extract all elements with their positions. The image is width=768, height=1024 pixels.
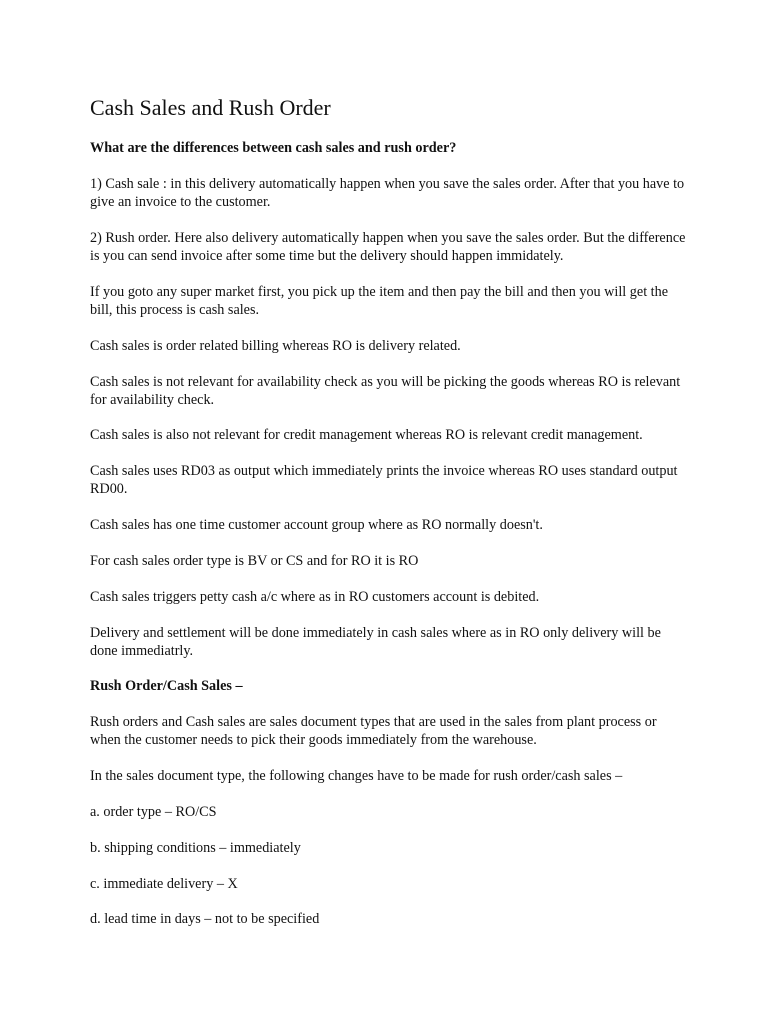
list-item-order-type: a. order type – RO/CS bbox=[90, 804, 217, 820]
paragraph-order-type: For cash sales order type is BV or CS and for RO it is RO bbox=[90, 553, 419, 569]
paragraph-supermarket: If you goto any super market first, you pick up the item and then pay the bill and then you will get the bill, this process is cash sales. bbox=[90, 284, 669, 318]
paragraph-credit: Cash sales is also not relevant for credit management whereas RO is relevant credit management. bbox=[90, 427, 643, 443]
paragraph-availability: Cash sales is not relevant for availability check as you will be picking the goods whereas RO is relevant for availability check. bbox=[90, 374, 681, 408]
paragraph-cash-sale: 1) Cash sale : in this delivery automatically happen when you save the sales order. After that you have to give an invoice to the customer. bbox=[90, 176, 685, 210]
paragraph-petty-cash: Cash sales triggers petty cash a/c where as in RO customers account is debited. bbox=[90, 589, 540, 605]
section-heading-rush-cash: Rush Order/Cash Sales – bbox=[90, 678, 243, 694]
paragraph-output: Cash sales uses RD03 as output which immediately prints the invoice whereas RO uses standard output RD00. bbox=[90, 463, 678, 497]
paragraph-billing: Cash sales is order related billing whereas RO is delivery related. bbox=[90, 338, 461, 354]
paragraph-rush-order: 2) Rush order. Here also delivery automatically happen when you save the sales order. But the difference is you can send invoice after some time but the delivery should happen immidately. bbox=[90, 230, 686, 264]
list-item-lead-time: d. lead time in days – not to be specified bbox=[90, 911, 320, 927]
document-title: Cash Sales and Rush Order bbox=[90, 95, 331, 120]
list-item-shipping-conditions: b. shipping conditions – immediately bbox=[90, 840, 301, 856]
paragraph-changes: In the sales document type, the following changes have to be made for rush order/cash sales – bbox=[90, 768, 623, 784]
list-item-immediate-delivery: c. immediate delivery – X bbox=[90, 876, 238, 892]
paragraph-settlement: Delivery and settlement will be done immediately in cash sales where as in RO only delivery will be done immediatrly. bbox=[90, 625, 661, 659]
question-heading: What are the differences between cash sales and rush order? bbox=[90, 140, 457, 156]
paragraph-account-group: Cash sales has one time customer account group where as RO normally doesn't. bbox=[90, 517, 543, 533]
paragraph-document-types: Rush orders and Cash sales are sales document types that are used in the sales from plant process or when the customer needs to pick their goods immediately from the warehouse. bbox=[90, 714, 657, 748]
